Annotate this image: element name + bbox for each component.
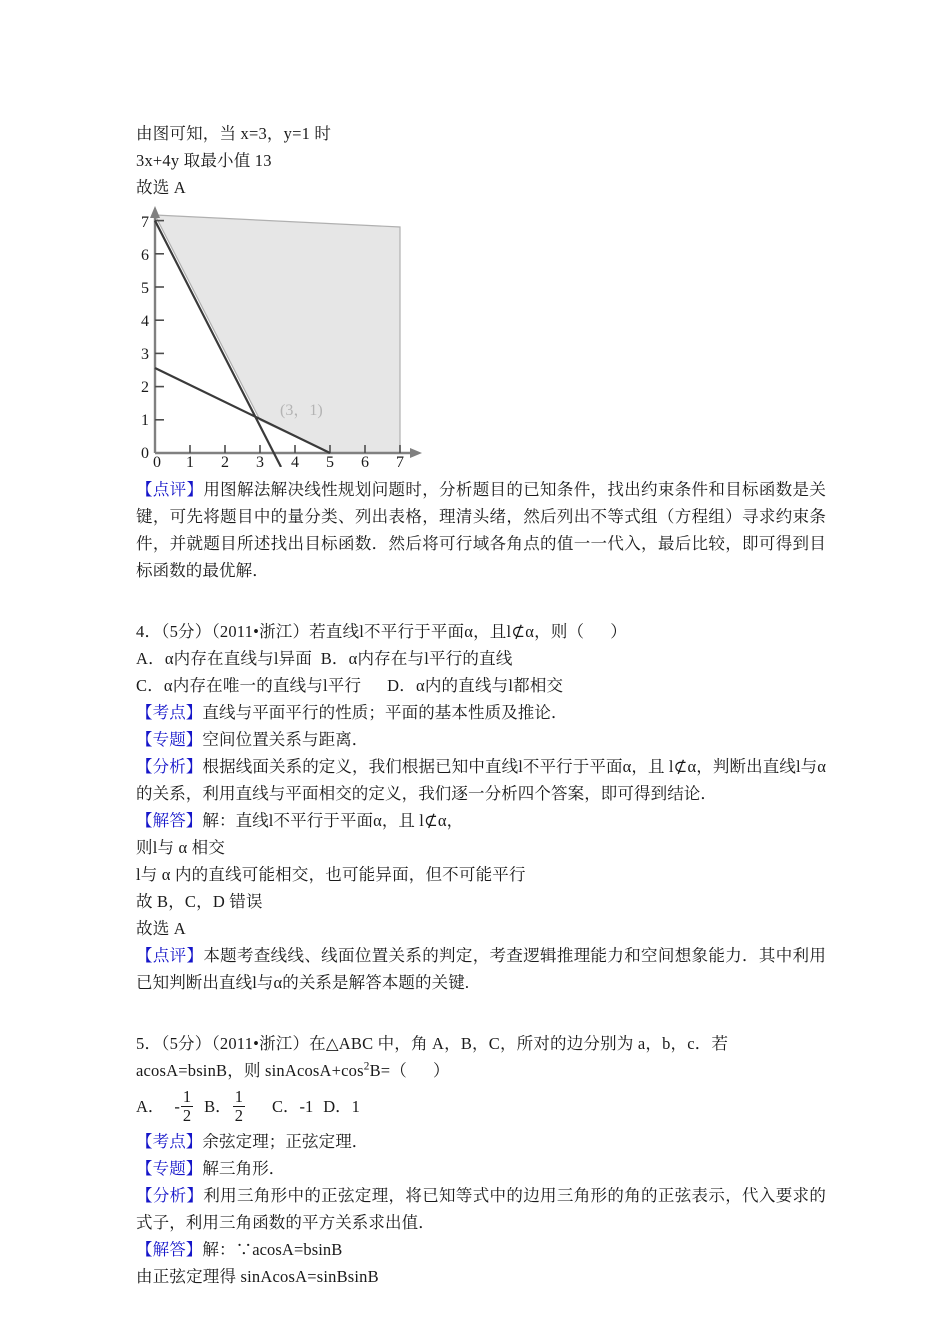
svg-text:5: 5 [326, 454, 334, 467]
q4-jieda-paragraph [136, 807, 826, 834]
q5-zhuanti-tag: 【专题】 [136, 1159, 203, 1178]
q4-dianping-text: 本题考查线线、线面位置关系的判定，考查逻辑推理能力和空间想象能力．其中利用已知判断出直线l与α的关系是解答本题的关键. [136, 946, 826, 992]
q4-kaodian-paragraph [136, 699, 826, 726]
q5-jieda-line-2: 由正弦定理得 sinAcosA=sinBsinB [136, 1267, 379, 1286]
q5-option-a-numerator: 1 [182, 1087, 192, 1107]
q3-comment-paragraph [136, 476, 826, 584]
q5-stem-expr-a: acosA=bsinB，则 sinAcosA+cos [136, 1061, 364, 1080]
svg-text:3: 3 [141, 346, 149, 363]
point-annotation-label: (3，1) [280, 402, 323, 419]
q4-kaodian-text: 直线与平面平行的性质；平面的基本性质及推论． [202, 703, 568, 722]
svg-text:5: 5 [141, 280, 149, 297]
feasible-region-shading [155, 215, 400, 453]
q4-zhuanti-tag: 【专题】 [136, 730, 203, 749]
solution-line-2: 3x+4y 取最小值 13 [136, 151, 272, 170]
y-axis-arrow [150, 206, 160, 218]
q4-fenxi-paragraph [136, 753, 826, 807]
q4-kaodian-tag: 【考点】 [136, 703, 203, 722]
q3-comment-tag: 【点评】 [136, 480, 204, 499]
q4-jieda-line-3: l与 α 内的直线可能相交，也可能异面，但不可能平行 [136, 865, 526, 884]
q5-option-a-sign: - [174, 1096, 180, 1116]
svg-text:1: 1 [186, 454, 194, 467]
q4-jieda-text: 解：直线l不平行于平面α，且 l⊄α， [202, 811, 464, 830]
q5-option-b-numerator: 1 [234, 1087, 243, 1107]
x-axis-arrow [410, 448, 422, 458]
q5-fenxi-paragraph [136, 1182, 826, 1236]
q5-jieda-text: 解：∵acosA=bsinB [202, 1240, 343, 1259]
q5-stem-expr-b: B=（ ） [369, 1061, 450, 1080]
chart-svg [138, 205, 428, 467]
svg-text:6: 6 [361, 454, 369, 467]
svg-text:2: 2 [221, 454, 229, 467]
q5-option-b-fraction [233, 1088, 245, 1123]
y-axis-ticks [155, 221, 164, 420]
q4-jieda-line-2: 则l与 α 相交 [136, 838, 226, 857]
q4-stem: 4．（5分）（2011•浙江）若直线l不平行于平面α，且l⊄α，则（ ） [136, 622, 627, 641]
q5-zhuanti-text: 解三角形． [202, 1159, 286, 1178]
q4-options-line-1[interactable]: A．α内存在直线与l异面 B．α内存在与l平行的直线 [136, 649, 513, 668]
q3-comment-text: 用图解法解决线性规划问题时，分析题目的已知条件，找出约束条件和目标函数是关键，可先将题目中的量分类、列出表格，理清头绪，然后列出不等式组（方程组）寻求约束条件，并就题目所述找出目标函数．然后将可行域各角点的值一一代入，最后比较，即可得到目标函数的最优解． [136, 480, 826, 580]
svg-text:1: 1 [141, 412, 149, 429]
q5-option-a-fraction [181, 1088, 193, 1123]
q5-option-a-label[interactable]: A． [136, 1096, 165, 1116]
solution-line-1: 由图可知，当 x=3，y=1 时 [136, 124, 332, 143]
solution-line-3: 故选 A [136, 178, 186, 197]
q4-jieda-tag: 【解答】 [136, 811, 203, 830]
q5-option-b-label[interactable]: B． [204, 1096, 232, 1116]
q4-fenxi-text: 根据线面关系的定义，我们根据已知中直线l不平行于平面α，且 l⊄α，判断出直线l与α的关系，利用直线与平面相交的定义，我们逐一分析四个答案，即可得到结论． [136, 757, 827, 803]
svg-text:0: 0 [141, 445, 149, 462]
q5-jieda-tag: 【解答】 [136, 1240, 203, 1259]
q5-stem-line-1: 5．（5分）（2011•浙江）在△ABC 中，角 A，B，C，所对的边分别为 a，b，c．若 [136, 1034, 729, 1053]
q5-option-a-denominator: 2 [182, 1105, 192, 1125]
q5-kaodian-text: 余弦定理；正弦定理． [202, 1132, 369, 1151]
q5-option-d[interactable]: D．1 [323, 1096, 360, 1116]
svg-text:2: 2 [141, 379, 149, 396]
svg-text:4: 4 [141, 313, 149, 330]
q5-zhuanti-paragraph [136, 1155, 826, 1182]
q5-kaodian-paragraph [136, 1128, 826, 1155]
q5-jieda-paragraph [136, 1236, 826, 1263]
q5-stem-superscript: 2 [363, 1060, 370, 1073]
q4-jieda-line-5: 故选 A [136, 919, 186, 938]
q5-options-row[interactable] [136, 1084, 826, 1128]
q4-dianping-paragraph [136, 942, 826, 996]
q5-fenxi-text: 利用三角形中的正弦定理，将已知等式中的边用三角形的角的正弦表示，代入要求的式子，利用三角函数的平方关系求出值． [136, 1186, 826, 1232]
svg-text:4: 4 [291, 454, 299, 467]
svg-text:7: 7 [396, 454, 404, 467]
q4-fenxi-tag: 【分析】 [136, 757, 203, 776]
q4-options-line-2[interactable]: C．α内存在唯一的直线与l平行 D．α内的直线与l都相交 [136, 676, 564, 695]
q4-dianping-tag: 【点评】 [136, 946, 204, 965]
q5-kaodian-tag: 【考点】 [136, 1132, 203, 1151]
q4-zhuanti-paragraph [136, 726, 826, 753]
svg-text:3: 3 [256, 454, 264, 467]
linear-programming-chart [138, 205, 428, 467]
svg-text:6: 6 [141, 247, 149, 264]
y-tick-labels [141, 214, 149, 462]
q5-option-b-denominator: 2 [234, 1105, 243, 1125]
svg-text:0: 0 [153, 454, 161, 467]
q5-fenxi-tag: 【分析】 [136, 1186, 204, 1205]
svg-text:7: 7 [141, 214, 149, 231]
q5-stem-line-2 [136, 1057, 826, 1084]
document-content [136, 120, 826, 1290]
q5-option-c[interactable]: C．-1 [271, 1096, 314, 1116]
q4-jieda-line-4: 故 B，C，D 错误 [136, 892, 263, 911]
q4-zhuanti-text: 空间位置关系与距离． [202, 730, 369, 749]
